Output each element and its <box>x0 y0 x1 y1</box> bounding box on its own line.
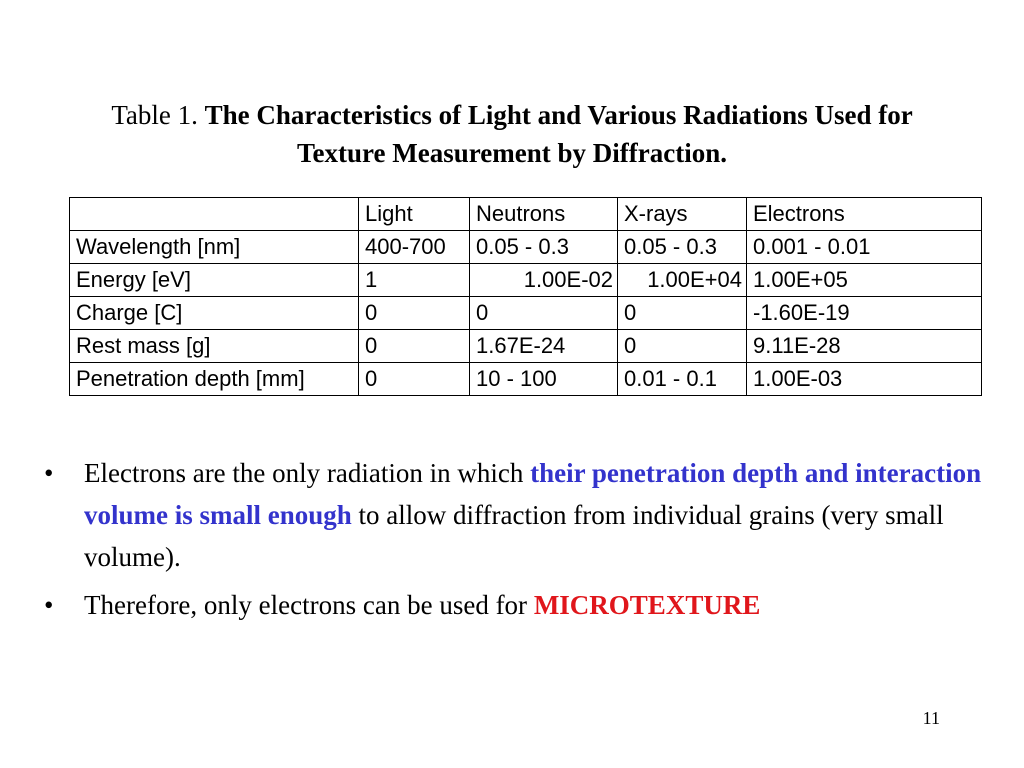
table-header-cell: Neutrons <box>470 198 618 231</box>
table-header-cell <box>70 198 359 231</box>
table-cell: 9.11E-28 <box>747 330 982 363</box>
table-cell: Rest mass [g] <box>70 330 359 363</box>
bullet-item <box>44 584 984 626</box>
table-cell: 0.001 - 0.01 <box>747 231 982 264</box>
table-cell: 0 <box>359 297 470 330</box>
table-header-cell: Light <box>359 198 470 231</box>
table-cell: 0 <box>359 330 470 363</box>
title-prefix: Table 1. <box>111 100 198 130</box>
bullet-highlight-blue: their penetration depth and interaction volume is small enough <box>84 458 982 530</box>
bullet-text: Electrons are the only radiation in which <box>84 458 531 488</box>
bullet-text: Therefore, only electrons can be used for <box>84 590 534 620</box>
table-cell: 0 <box>618 297 747 330</box>
table-row <box>70 297 982 330</box>
table-cell: 1.00E-03 <box>747 363 982 396</box>
table-cell: 0.01 - 0.1 <box>618 363 747 396</box>
table-cell: 1.67E-24 <box>470 330 618 363</box>
table-row <box>70 264 982 297</box>
table-cell: 0.05 - 0.3 <box>618 231 747 264</box>
bullet-highlight-red: MICROTEXTURE <box>533 590 761 620</box>
table-cell: 1.00E-02 <box>470 264 618 297</box>
table-header-cell: X-rays <box>618 198 747 231</box>
slide-title <box>20 96 1004 172</box>
bullet-list <box>44 452 984 632</box>
table-cell: 0 <box>470 297 618 330</box>
table-header-row <box>70 198 982 231</box>
table-cell: 1 <box>359 264 470 297</box>
table-cell: 1.00E+05 <box>747 264 982 297</box>
table-cell: 400-700 <box>359 231 470 264</box>
bullet-text: to allow diffraction from individual grains (very small volume). <box>84 500 944 572</box>
bullet-item <box>44 452 984 578</box>
table-cell: 10 - 100 <box>470 363 618 396</box>
title-bold-line1: The Characteristics of Light and Various Radiations Used for <box>204 100 913 130</box>
table-row <box>70 231 982 264</box>
table-cell: Wavelength [nm] <box>70 231 359 264</box>
table-row <box>70 330 982 363</box>
table-cell: 1.00E+04 <box>618 264 747 297</box>
table-cell: Penetration depth [mm] <box>70 363 359 396</box>
table-cell: 0 <box>359 363 470 396</box>
page-number: 11 <box>922 708 940 728</box>
table-cell: Charge [C] <box>70 297 359 330</box>
title-bold-line2: Texture Measurement by Diffraction. <box>297 138 727 168</box>
table-cell: 0 <box>618 330 747 363</box>
bullet-marker: • <box>44 590 54 620</box>
table-row <box>70 363 982 396</box>
table-cell: -1.60E-19 <box>747 297 982 330</box>
table-cell: Energy [eV] <box>70 264 359 297</box>
radiation-characteristics-table <box>69 197 982 396</box>
table-header-cell: Electrons <box>747 198 982 231</box>
table-cell: 0.05 - 0.3 <box>470 231 618 264</box>
bullet-marker: • <box>44 458 54 488</box>
